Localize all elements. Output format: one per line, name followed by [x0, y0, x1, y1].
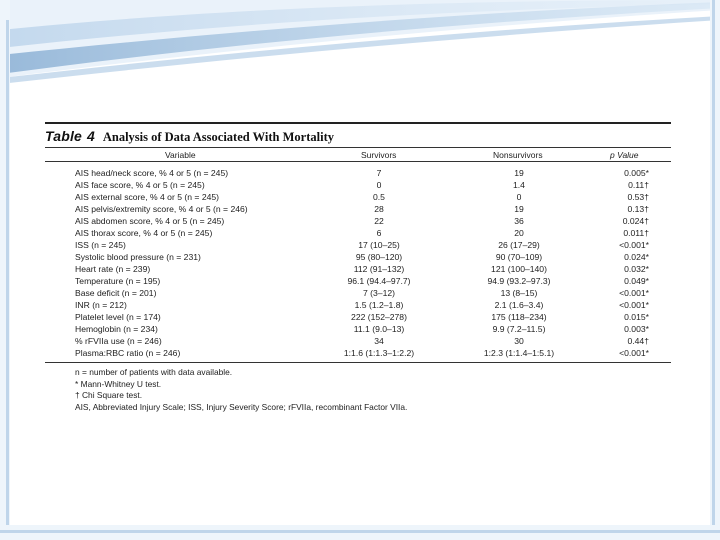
cell-nonsurvivors: 9.9 (7.2–11.5) [492, 324, 546, 334]
cell-variable: Heart rate (n = 239) [75, 264, 151, 274]
cell-nonsurvivors: 19 [514, 168, 524, 178]
cell-survivors: 22 [374, 216, 384, 226]
cell-nonsurvivors: 26 (17–29) [498, 240, 540, 250]
cell-survivors: 0 [376, 180, 382, 190]
footnote: † Chi Square test. [75, 390, 143, 400]
cell-nonsurvivors: 0 [516, 192, 522, 202]
cell-p-value: 0.011† [623, 228, 649, 238]
table-row [45, 348, 671, 359]
cell-survivors: 1:1.6 (1:1.3–1:2.2) [343, 348, 415, 358]
table-row [45, 288, 671, 299]
table-label: Table [45, 128, 83, 144]
cell-p-value: <0.001* [619, 300, 649, 310]
cell-survivors: 7 [376, 168, 382, 178]
table-bottom-rule [45, 362, 671, 363]
cell-p-value: 0.53† [627, 192, 649, 202]
cell-variable: % rFVIIa use (n = 246) [75, 336, 162, 346]
header-p-value [610, 150, 639, 160]
table-title-row [45, 128, 334, 144]
header-variable: Variable [165, 150, 196, 160]
cell-p-value: <0.001* [619, 348, 649, 358]
footnote: * Mann-Whitney U test. [75, 378, 162, 389]
header-nonsurvivors: Nonsurvivors [493, 150, 543, 160]
table-row [45, 264, 671, 275]
cell-survivors: 7 (3–12) [362, 288, 395, 298]
cell-variable: Platelet level (n = 174) [75, 312, 161, 322]
table-row [45, 324, 671, 335]
cell-p-value: 0.13† [627, 204, 649, 214]
footnote: n = number of patients with data available. [75, 367, 233, 377]
cell-survivors: 95 (80–120) [355, 252, 403, 262]
cell-nonsurvivors: 1:2.3 (1:1.4–1:5.1) [483, 348, 555, 358]
cell-variable: Hemoglobin (n = 234) [75, 324, 158, 334]
cell-survivors: 0.5 [373, 192, 385, 202]
cell-survivors: 1.5 (1.2–1.8) [354, 300, 404, 310]
table-document [45, 122, 671, 422]
cell-p-value: 0.024† [622, 216, 649, 226]
table-row [45, 180, 671, 191]
cell-survivors: 96.1 (94.4–97.7) [347, 276, 411, 286]
cell-variable: AIS thorax score, % 4 or 5 (n = 245) [75, 228, 213, 238]
header-survivors: Survivors [361, 150, 397, 160]
table-number: 4 [87, 128, 95, 144]
cell-nonsurvivors: 19 [514, 204, 524, 214]
header-top-rule [45, 147, 671, 148]
cell-p-value: 0.049* [624, 276, 649, 286]
table-title: Analysis of Data Associated With Mortality [102, 130, 334, 144]
cell-survivors: 6 [376, 228, 382, 238]
cell-p-value: 0.005* [624, 168, 649, 178]
cell-variable: AIS face score, % 4 or 5 (n = 245) [75, 180, 205, 190]
table-row [45, 312, 671, 323]
table-row [45, 168, 671, 179]
cell-nonsurvivors: 1.4 [513, 180, 525, 190]
table-row [45, 276, 671, 287]
table-row [45, 336, 671, 347]
cell-p-value: 0.003* [624, 324, 649, 334]
table-row [45, 240, 671, 251]
table-row [45, 192, 671, 203]
cell-variable: Base deficit (n = 201) [75, 288, 157, 298]
cell-nonsurvivors: 36 [514, 216, 524, 226]
cell-variable: AIS abdomen score, % 4 or 5 (n = 245) [75, 216, 225, 226]
cell-p-value: <0.001* [619, 288, 649, 298]
cell-nonsurvivors: 13 (8–15) [500, 288, 538, 298]
table-row [45, 216, 671, 227]
cell-survivors: 17 (10–25) [358, 240, 400, 250]
table-footnotes [75, 367, 407, 413]
cell-p-value: 0.024* [624, 252, 649, 262]
header-p-value-text: p Value [610, 150, 639, 160]
table-row [45, 228, 671, 239]
cell-survivors: 34 [374, 336, 384, 346]
cell-variable: AIS pelvis/extremity score, % 4 or 5 (n = 246) [75, 204, 248, 214]
cell-variable: ISS (n = 245) [75, 240, 126, 250]
cell-nonsurvivors: 90 (70–109) [495, 252, 543, 262]
cell-nonsurvivors: 94.9 (93.2–97.3) [487, 276, 551, 286]
cell-survivors: 112 (91–132) [353, 264, 405, 274]
table-row [45, 252, 671, 263]
cell-nonsurvivors: 121 (100–140) [491, 264, 547, 274]
cell-p-value: 0.11† [628, 180, 649, 190]
table-row [45, 300, 671, 311]
cell-variable: AIS external score, % 4 or 5 (n = 245) [75, 192, 220, 202]
cell-variable: Plasma:RBC ratio (n = 246) [75, 348, 181, 358]
cell-survivors: 11.1 (9.0–13) [353, 324, 405, 334]
cell-nonsurvivors: 2.1 (1.6–3.4) [494, 300, 544, 310]
cell-nonsurvivors: 175 (118–234) [491, 312, 547, 322]
cell-p-value: 0.015* [624, 312, 649, 322]
cell-p-value: <0.001* [619, 240, 649, 250]
table-top-rule [45, 122, 671, 124]
cell-variable: Systolic blood pressure (n = 231) [75, 252, 201, 262]
cell-p-value: 0.032* [624, 264, 649, 274]
header-bottom-rule [45, 161, 671, 162]
cell-nonsurvivors: 30 [514, 336, 524, 346]
cell-survivors: 28 [374, 204, 384, 214]
cell-variable: AIS head/neck score, % 4 or 5 (n = 245) [75, 168, 229, 178]
cell-nonsurvivors: 20 [514, 228, 524, 238]
cell-variable: Temperature (n = 195) [75, 276, 161, 286]
table-row [45, 204, 671, 215]
cell-variable: INR (n = 212) [75, 300, 127, 310]
cell-p-value: 0.44† [627, 336, 649, 346]
cell-survivors: 222 (152–278) [351, 312, 407, 322]
footnote: AIS, Abbreviated Injury Scale; ISS, Injury Severity Score; rFVIIa, recombinant Factor VIIa. [75, 401, 408, 412]
